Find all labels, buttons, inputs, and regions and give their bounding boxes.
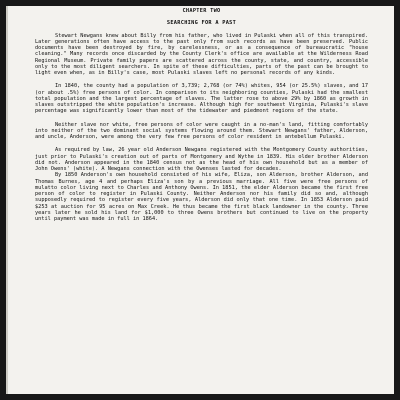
document-page xyxy=(6,6,394,394)
paragraph-4: As required by law, 26 year old Anderson Newgans registered with the Montgomery County authorities, just prior to Pulaski's creation out of parts of Montgomery and Wythe in 1839. His older brother Alderson did not. Anderson appeared in the 1840 census not as the head of his own household but as a member of John Owens' (white). A Newgans connection with the Owenses lasted for decades. xyxy=(35,147,368,172)
chapter-heading: CHAPTER TWO xyxy=(182,8,221,14)
page-edge xyxy=(6,6,8,394)
paragraph-5: By 1850 Anderson's own household consisted of his wife, Eliza, son Alderson, brother Alderson, and Thomas Burnes, age 4 and perhaps Eliza's son by a previous marriage. All five were free persons of mulatto color living next to Charles and Anthony Owens. In 1851, the elder Alderson became the first free person of color to register in Pulaski County. Neither Anderson nor his family did so and, although supposedly required to register every five years, Alderson did only that one time. In 1853 Alderson paid $253 at auction for 95 acres on Max Creek. He thus became the first black landowner in the county. Three years later he sold his land for $1,000 to three Owens brothers but continued to live on the property until payment was made in full in 1864. xyxy=(35,172,368,222)
paragraph-2: In 1840, the county had a population of 3,739; 2,768 (or 74%) whites, 954 (or 25.5%) slaves, and 17 (or about .5%) free persons of color. In comparison to its neighboring counties, Pulaski had the smallest total population and the largest percentage of slaves. The latter rose to above 29% by 1860 as growth in slaves outstripped the white population's increase. Although high for southwest Virginia, Pulaski's slave percentage was significantly lower than most of the tidewater and piedmont regions of the state. xyxy=(35,83,368,115)
paragraph-1: Stewart Newgans knew about Billy from his father, who lived in Pulaski when all of this transpired. Later generations often have access to the past only from such records as have been preserved. Public documents have been destroyed by fire, by carelessness, or as a consequence of bureaucratic "house cleaning." Many records once discarded by the County Clerk's office are available at the Wilderness Road Regional Museum. Private family papers are scattered across the county, state, and country, accessible only to the most diligent searchers. In spite of these difficulties, parts of the past can be brought to light even when, as in Billy's case, most Pulaski slaves left no personal records of any kinds. xyxy=(35,32,368,76)
document-body xyxy=(35,8,368,222)
chapter-title: SEARCHING FOR A PAST xyxy=(166,20,237,27)
paragraph-3: Neither slave nor white, free persons of color were caught in a no-man's land, fitting comfortably into neither of the two dominant social systems flowing around them. Stewart Newgans' father, Alderson, and uncle, Anderson, were among the very few free persons of color resident in antebellum Pulaski. xyxy=(35,121,368,140)
